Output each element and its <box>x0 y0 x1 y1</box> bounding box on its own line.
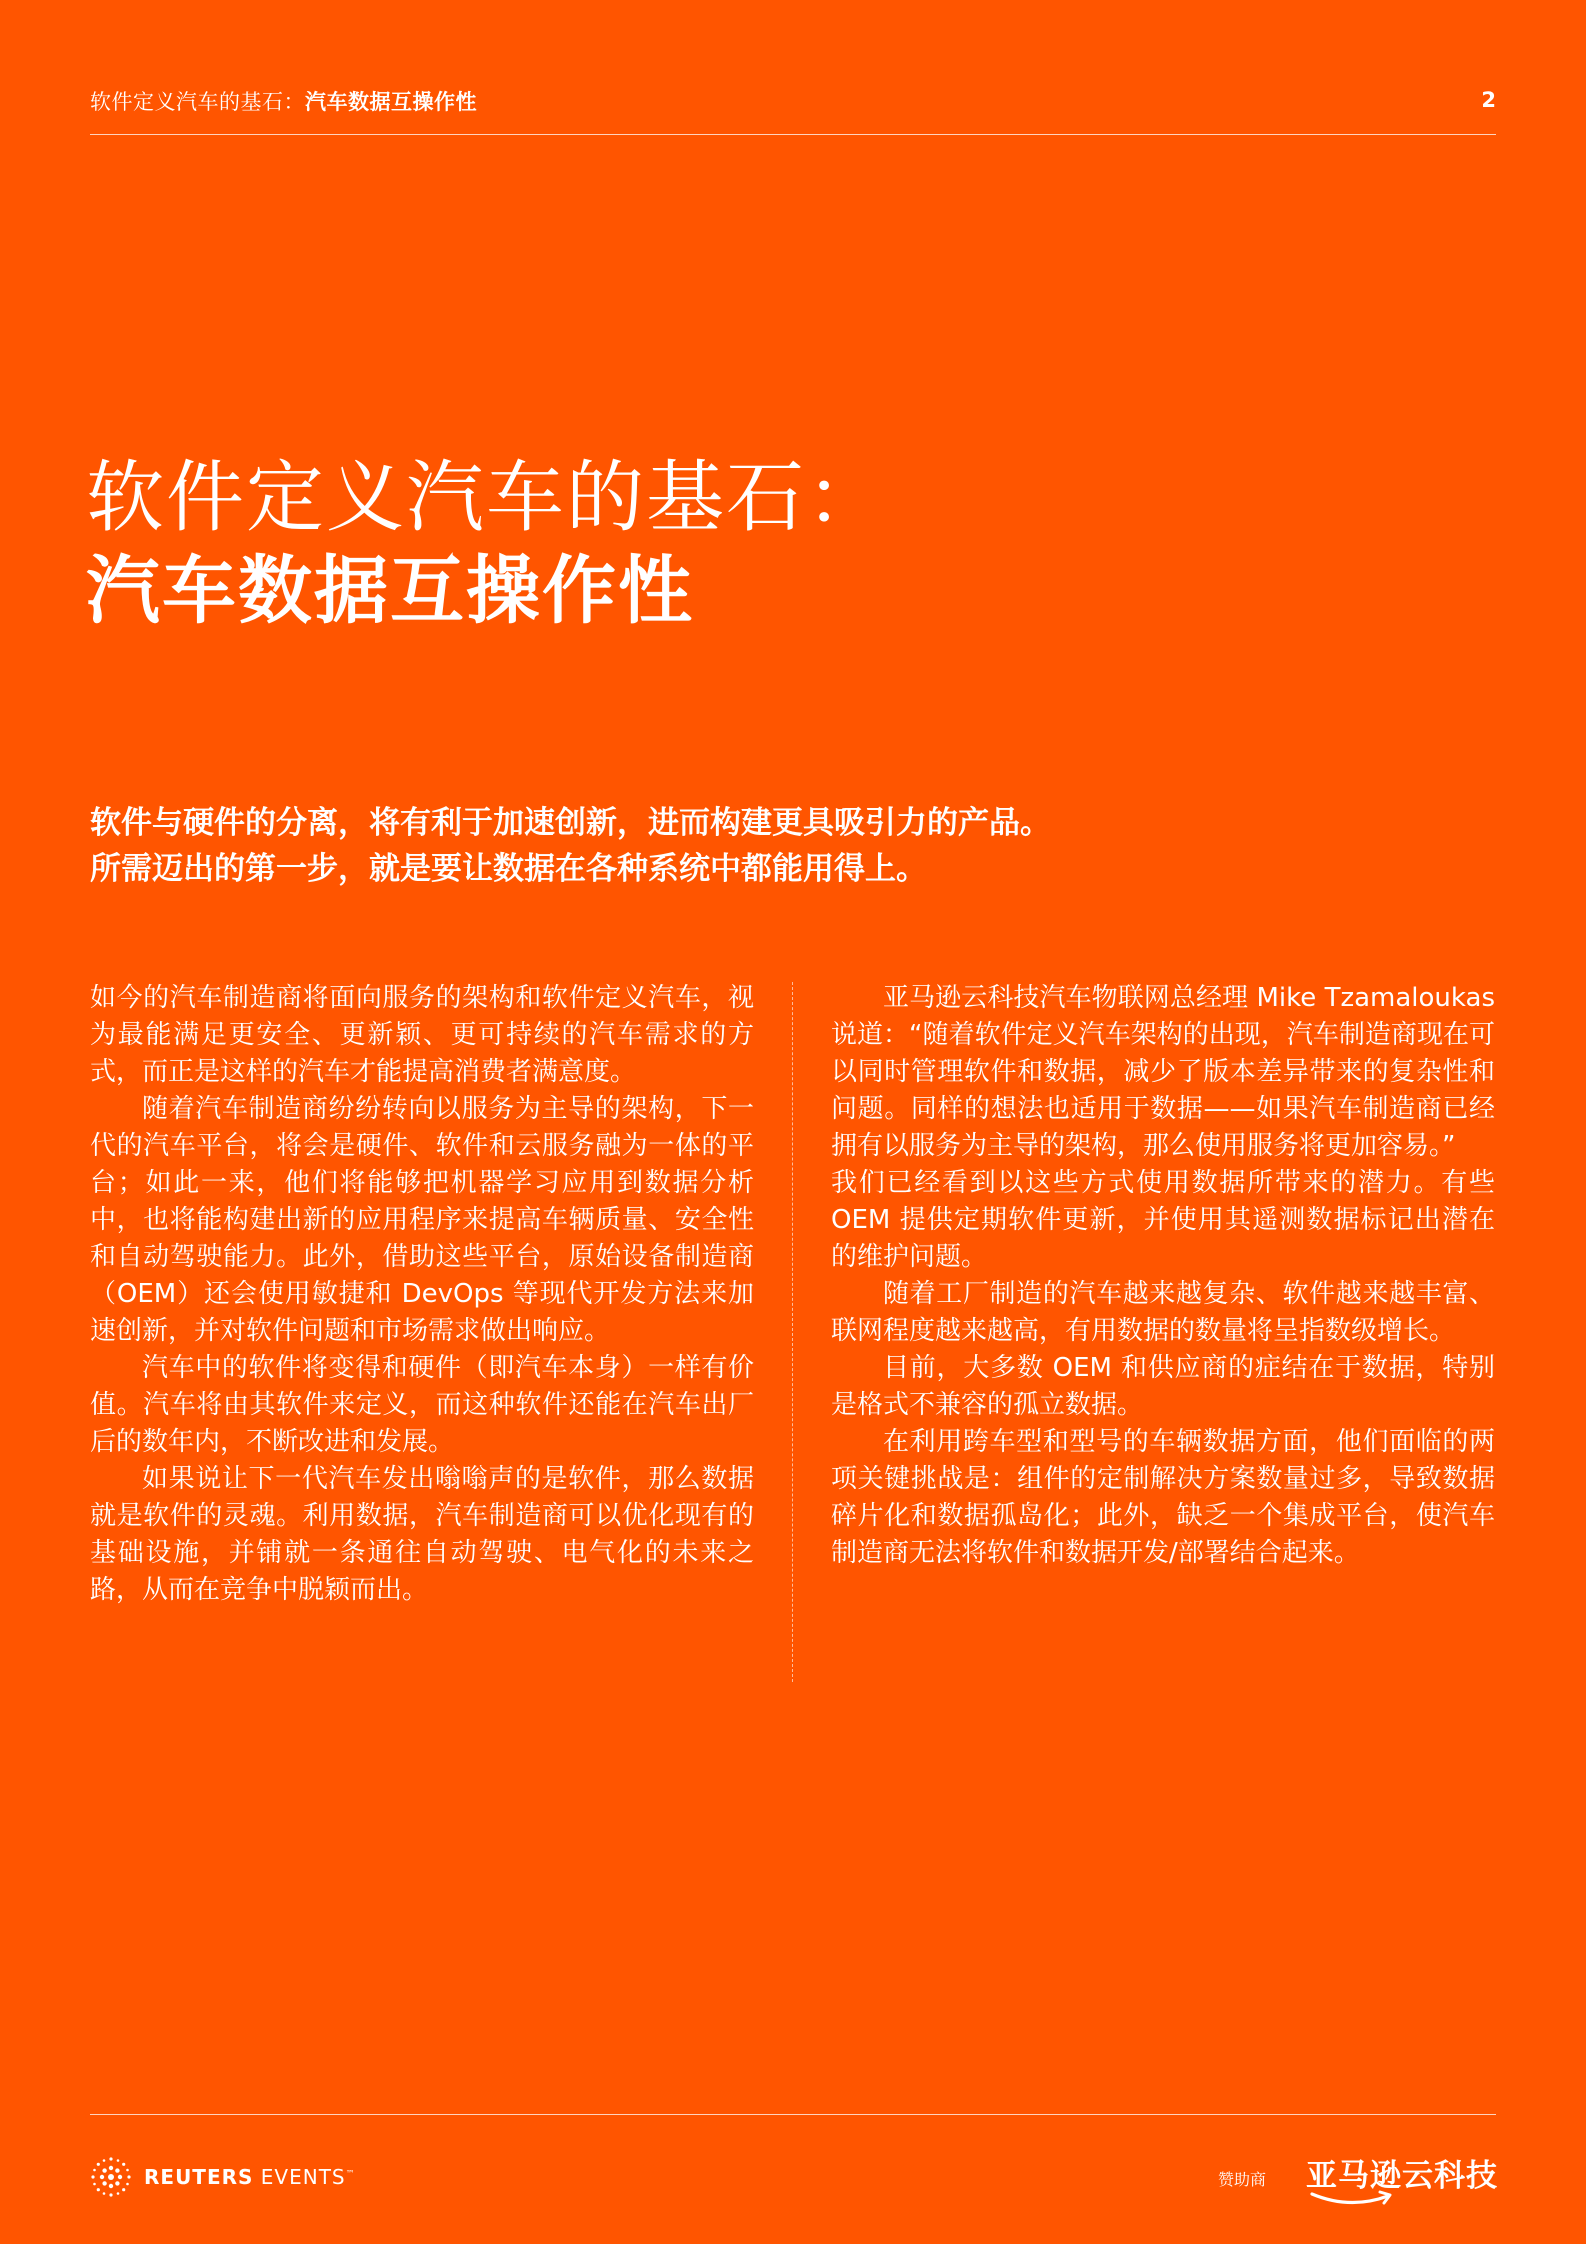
amazon-smile-arrow-icon <box>1310 2188 1402 2210</box>
footer-divider <box>90 2114 1496 2115</box>
page-header <box>90 82 1496 135</box>
right-paragraph-3: 随着工厂制造的汽车越来越复杂、软件越来越丰富、联网程度越来越高，有用数据的数量将呈指数级增长。 <box>831 1279 1495 1346</box>
left-paragraph-2: 随着汽车制造商纷纷转向以服务为主导的架构，下一代的汽车平台，将会是硬件、软件和云服务融为一体的平台；如此一来，他们将能够把机器学习应用到数据分析中，也将能构建出新的应用程序来提高车辆质量、安全性和自动驾驶能力。此外，借助这些平台，原始设备制造商（OEM）还会使用敏捷和 DevOps 等现代开发方法来加速创新，并对软件问题和市场需求做出响应。 <box>90 1094 754 1346</box>
main-title <box>86 452 1486 638</box>
main-title-line2: 汽车数据互操作性 <box>86 548 694 634</box>
right-paragraph-5: 在利用跨车型和型号的车辆数据方面，他们面临的两项关键挑战是：组件的定制解决方案数量过多，导致数据碎片化和数据孤岛化；此外，缺乏一个集成平台，使汽车制造商无法将软件和数据开发/部署结合起来。 <box>831 1427 1495 1568</box>
header-title-light: 软件定义汽车的基石： <box>90 90 305 114</box>
right-paragraph-4: 目前，大多数 OEM 和供应商的症结在于数据，特别是格式不兼容的孤立数据。 <box>831 1353 1495 1420</box>
reuters-text-bold: REUTERS <box>144 2165 254 2189</box>
sponsor-label: 赞助商 <box>1218 2170 1267 2189</box>
right-paragraph-2: 我们已经看到以这些方式使用数据所带来的潜力。有些 OEM 提供定期软件更新，并使用其遥测数据标记出潜在的维护问题。 <box>831 1168 1495 1272</box>
header-title <box>90 86 477 116</box>
reuters-text-events: EVENTS <box>253 2165 346 2189</box>
left-column <box>90 980 754 1609</box>
reuters-dots-logo-icon <box>88 2154 134 2200</box>
left-paragraph-1: 如今的汽车制造商将面向服务的架构和软件定义汽车，视为最能满足更安全、更新颖、更可持续的汽车需求的方式，而正是这样的汽车才能提高消费者满意度。 <box>90 983 754 1087</box>
header-title-bold: 汽车数据互操作性 <box>305 90 477 114</box>
right-paragraph-1: 亚马逊云科技汽车物联网总经理 Mike Tzamaloukas 说道：“随着软件定义汽车架构的出现，汽车制造商现在可以同时管理软件和数据，减少了版本差异带来的复杂性和问题。同样的想法也适用于数据——如果汽车制造商已经拥有以服务为主导的架构，那么使用服务将更加容易。” <box>831 983 1495 1161</box>
reuters-events-text <box>144 2165 356 2189</box>
trademark-symbol: ™ <box>345 2169 356 2180</box>
subtitle <box>90 800 1510 892</box>
subtitle-line2: 所需迈出的第一步，就是要让数据在各种系统中都能用得上。 <box>90 851 927 887</box>
column-divider <box>792 982 793 1682</box>
amazon-logo <box>1306 2150 1496 2210</box>
left-paragraph-3: 汽车中的软件将变得和硬件（即汽车本身）一样有价值。汽车将由其软件来定义，而这种软件还能在汽车出厂后的数年内，不断改进和发展。 <box>90 1353 754 1457</box>
page-number: 2 <box>1481 88 1496 112</box>
reuters-events-logo <box>88 2155 356 2199</box>
main-title-line1: 软件定义汽车的基石： <box>86 453 887 543</box>
subtitle-line1: 软件与硬件的分离，将有利于加速创新，进而构建更具吸引力的产品。 <box>90 805 1051 841</box>
left-paragraph-4: 如果说让下一代汽车发出嗡嗡声的是软件，那么数据就是软件的灵魂。利用数据，汽车制造商可以优化现有的基础设施，并铺就一条通往自动驾驶、电气化的未来之路，从而在竞争中脱颖而出。 <box>90 1464 754 1605</box>
right-column <box>831 980 1495 1572</box>
amazon-logo-text: 亚马逊云科技 <box>1306 2158 1498 2194</box>
